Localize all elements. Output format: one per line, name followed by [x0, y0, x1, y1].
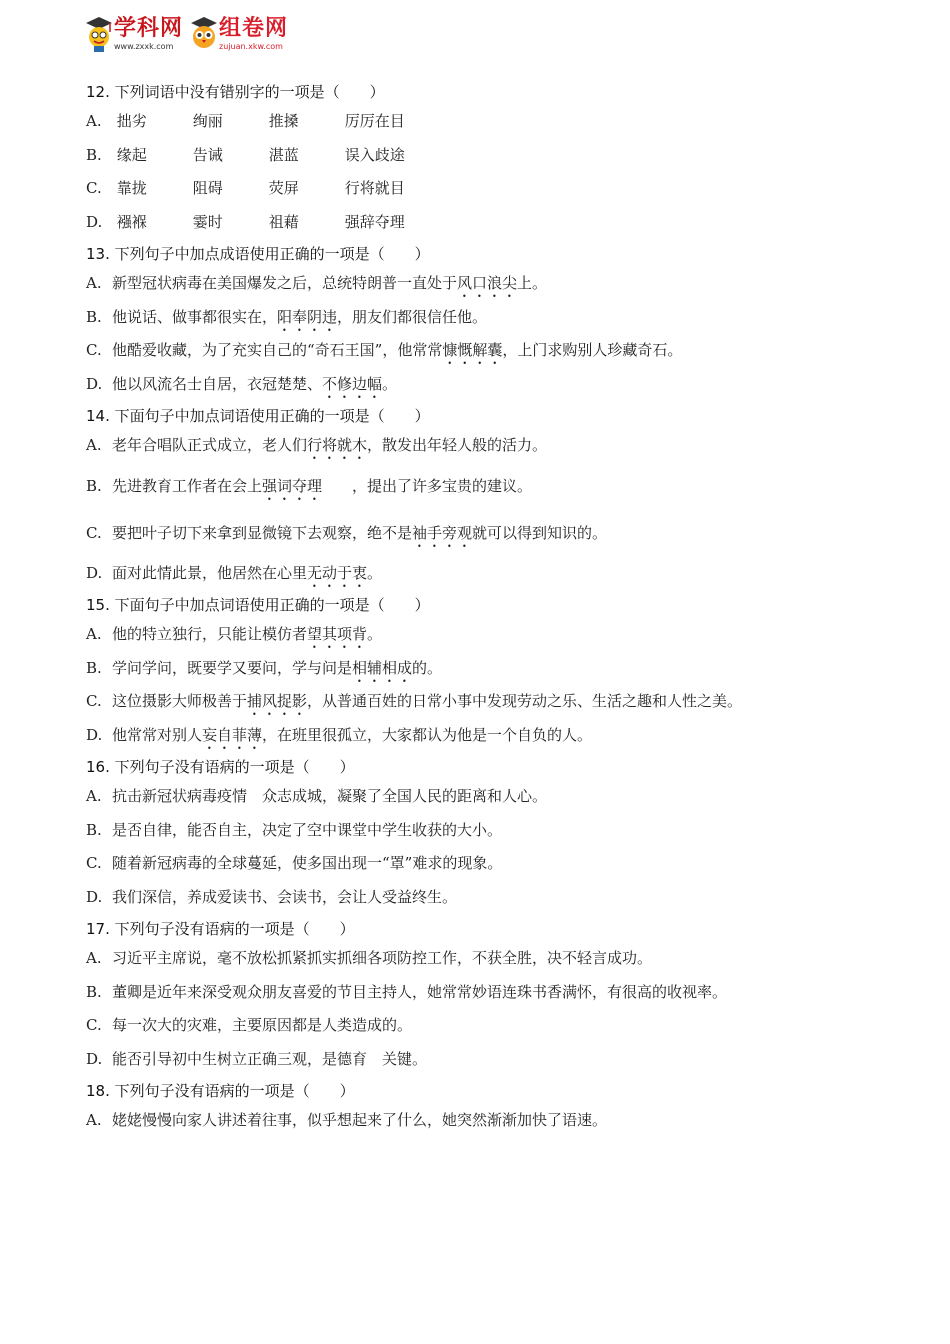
option-letter: C. — [86, 1016, 102, 1034]
word: 强辞夺理 — [344, 212, 405, 231]
option-letter: A. — [86, 436, 102, 454]
word: 绚丽 — [192, 112, 223, 130]
word: 阻碍 — [192, 179, 223, 197]
zujuan-logo-title: 组卷网 — [219, 15, 289, 41]
sentence-text: 。 — [367, 625, 383, 643]
q16-option-c[interactable] — [86, 847, 866, 881]
q15-option-a[interactable] — [86, 618, 866, 652]
scholar-mascot-icon — [84, 15, 114, 53]
q12-option-d[interactable] — [86, 206, 866, 240]
sentence-text: 他以风流名士自居，衣冠楚楚、 — [112, 374, 323, 393]
question-12-stem: 12. 下列词语中没有错别字的一项是（ ） — [86, 83, 385, 101]
dotted-idiom: 不修边幅 — [322, 374, 383, 393]
header-logos — [84, 12, 294, 56]
zxxk-logo[interactable] — [84, 15, 183, 53]
sentence-text: 学问学问，既要学又要问，学与问是 — [112, 658, 353, 677]
word: 行将就目 — [344, 179, 405, 197]
q13-option-b[interactable] — [86, 301, 866, 335]
option-letter: D. — [86, 374, 103, 393]
q12-option-b[interactable] — [86, 139, 866, 173]
sentence-text: 。 — [367, 563, 383, 582]
sentence-text: ，提出了许多宝贵的建议。 — [352, 476, 533, 495]
zujuan-logo[interactable] — [189, 15, 288, 53]
sentence-text: 面对此情此景，他居然在心里 — [112, 563, 308, 582]
sentence-text: ，朋友们都很信任他。 — [337, 307, 488, 326]
sentence-text: 习近平主席说，毫不放松抓紧抓实抓细各项防控工作，不获全胜，决不轻言成功。 — [112, 949, 653, 967]
zujuan-logo-url: zujuan.xkw.com — [219, 41, 283, 51]
option-letter: C. — [86, 523, 102, 542]
sentence-text: 就可以得到知识的。 — [472, 523, 608, 542]
question-16-stem: 16. 下列句子没有语病的一项是（ ） — [86, 758, 355, 776]
option-letter: A. — [86, 1111, 102, 1129]
sentence-text: 要把叶子切下来拿到显微镜下去观察，绝不是 — [112, 523, 413, 542]
exam-content — [86, 77, 866, 1138]
q14-option-b[interactable] — [86, 463, 866, 510]
q14-option-c[interactable] — [86, 510, 866, 557]
option-letter: D. — [86, 1049, 103, 1068]
option-letter: B. — [86, 307, 102, 326]
zxxk-logo-title: 学科网 — [114, 15, 184, 41]
owl-mascot-icon — [189, 15, 219, 53]
q15-option-b[interactable] — [86, 652, 866, 686]
option-letter: B. — [86, 476, 102, 495]
sentence-text: 先进教育工作者在会上 — [112, 476, 263, 495]
question-13-stem: 13. 下列句子中加点成语使用正确的一项是（ ） — [86, 245, 430, 263]
word: 告诫 — [192, 145, 223, 164]
sentence-text: 他常常对别人 — [112, 725, 203, 744]
q12-option-c[interactable] — [86, 172, 866, 206]
sentence-text: ，从普通百姓的日常小事中发现劳动之乐、生活之趣和人性之美。 — [307, 692, 743, 710]
dotted-idiom: 行将就木 — [307, 436, 368, 454]
q15-option-c[interactable] — [86, 685, 866, 719]
dotted-idiom: 望其项背 — [307, 625, 368, 643]
word: 靠拢 — [116, 179, 147, 197]
sentence-text: ，上门求购别人珍藏奇石。 — [502, 341, 683, 359]
word: 推搡 — [268, 112, 299, 130]
sentence-text: 我们深信，养成爱读书、会读书，会让人受益终生。 — [112, 887, 458, 906]
question-17-stem: 17. 下列句子没有语病的一项是（ ） — [86, 920, 355, 938]
q12-option-a[interactable] — [86, 105, 866, 139]
word: 湛蓝 — [268, 145, 299, 164]
dotted-idiom: 慷慨解囊 — [442, 341, 503, 359]
option-letter: A. — [86, 949, 102, 967]
sentence-text: 老年合唱队正式成立，老人们 — [112, 436, 308, 454]
word: 缘起 — [116, 145, 147, 164]
q17-option-c[interactable] — [86, 1009, 866, 1043]
sentence-text: ，散发出年轻人般的活力。 — [367, 436, 548, 454]
q13-option-a[interactable] — [86, 267, 866, 301]
option-letter: C. — [86, 341, 102, 359]
q15-option-d[interactable] — [86, 719, 866, 753]
q14-option-a[interactable] — [86, 429, 866, 463]
word: 霎时 — [192, 212, 223, 231]
sentence-text: 他说话、做事都很实在， — [112, 307, 278, 326]
option-letter: B. — [86, 658, 102, 677]
sentence-text: 董卿是近年来深受观众朋友喜爱的节目主持人，她常常妙语连珠书香满怀，有很高的收视率。 — [112, 982, 728, 1001]
sentence-text: 这位摄影大师极善于 — [112, 692, 248, 710]
q16-option-a[interactable] — [86, 780, 866, 814]
option-letter: A. — [86, 274, 102, 292]
sentence-text: ，在班里很孤立，大家都认为他是一个自负的人。 — [262, 725, 593, 744]
dotted-idiom: 袖手旁观 — [412, 523, 473, 542]
q16-option-d[interactable] — [86, 881, 866, 915]
question-18-stem: 18. 下列句子没有语病的一项是（ ） — [86, 1082, 355, 1100]
word: 襁褓 — [116, 212, 147, 231]
option-letter: D. — [86, 563, 103, 582]
sentence-text: 每一次大的灾难，主要原因都是人类造成的。 — [112, 1016, 413, 1034]
dotted-idiom: 强词夺理 — [262, 476, 323, 495]
word: 误入歧途 — [344, 145, 405, 164]
sentence-text: 抗击新冠状病毒疫情 众志成城，凝聚了全国人民的距离和人心。 — [112, 787, 548, 805]
option-letter: C. — [86, 692, 102, 710]
word: 荧屏 — [268, 179, 299, 197]
dotted-idiom: 捕风捉影 — [247, 692, 308, 710]
dotted-idiom: 妄自菲薄 — [202, 725, 263, 744]
zxxk-logo-url: www.zxxk.com — [114, 41, 174, 51]
dotted-idiom: 阳奉阴违 — [277, 307, 338, 326]
sentence-text: 上。 — [517, 274, 548, 292]
q13-option-d[interactable] — [86, 368, 866, 402]
dotted-idiom: 风口浪尖 — [457, 274, 518, 292]
sentence-text: 。 — [382, 374, 398, 393]
option-letter: A. — [86, 787, 102, 805]
sentence-text: 是否自律，能否自主，决定了空中课堂中学生收获的大小。 — [112, 820, 503, 839]
sentence-text: 他酷爱收藏，为了充实自己的“奇石王国”，他常常 — [112, 341, 443, 359]
word: 祖藉 — [268, 212, 299, 231]
option-letter: C. — [86, 854, 102, 872]
sentence-text: 能否引导初中生树立正确三观，是德育 关键。 — [112, 1049, 428, 1068]
q16-option-b[interactable] — [86, 814, 866, 848]
dotted-idiom: 相辅相成 — [352, 658, 413, 677]
question-15-stem: 15. 下面句子中加点词语使用正确的一项是（ ） — [86, 596, 430, 614]
option-letter: D. — [86, 887, 103, 906]
sentence-text: 的。 — [412, 658, 443, 677]
q17-option-d[interactable] — [86, 1043, 866, 1077]
q17-option-b[interactable] — [86, 976, 866, 1010]
q14-option-d[interactable] — [86, 557, 866, 591]
option-letter: D. — [86, 725, 103, 744]
option-letter: B. — [86, 982, 102, 1001]
sentence-text: 随着新冠病毒的全球蔓延，使多国出现一“罩”难求的现象。 — [112, 854, 503, 872]
sentence-text: 姥姥慢慢向家人讲述着往事，似乎想起来了什么，她突然渐渐加快了语速。 — [112, 1111, 608, 1129]
option-letter: A. — [86, 625, 102, 643]
q18-option-a[interactable] — [86, 1104, 866, 1138]
sentence-text: 新型冠状病毒在美国爆发之后，总统特朗普一直处于 — [112, 274, 458, 292]
word: 厉厉在目 — [344, 112, 405, 130]
dotted-idiom: 无动于衷 — [307, 563, 368, 582]
word: 拙劣 — [116, 112, 147, 130]
option-letter: B. — [86, 820, 102, 839]
option-letter: D. — [86, 212, 103, 231]
sentence-text: 他的特立独行，只能让模仿者 — [112, 625, 308, 643]
q13-option-c[interactable] — [86, 334, 866, 368]
option-letter: C. — [86, 179, 102, 197]
question-14-stem: 14. 下面句子中加点词语使用正确的一项是（ ） — [86, 407, 430, 425]
option-letter: B. — [86, 145, 102, 164]
q17-option-a[interactable] — [86, 942, 866, 976]
option-letter: A. — [86, 112, 102, 130]
